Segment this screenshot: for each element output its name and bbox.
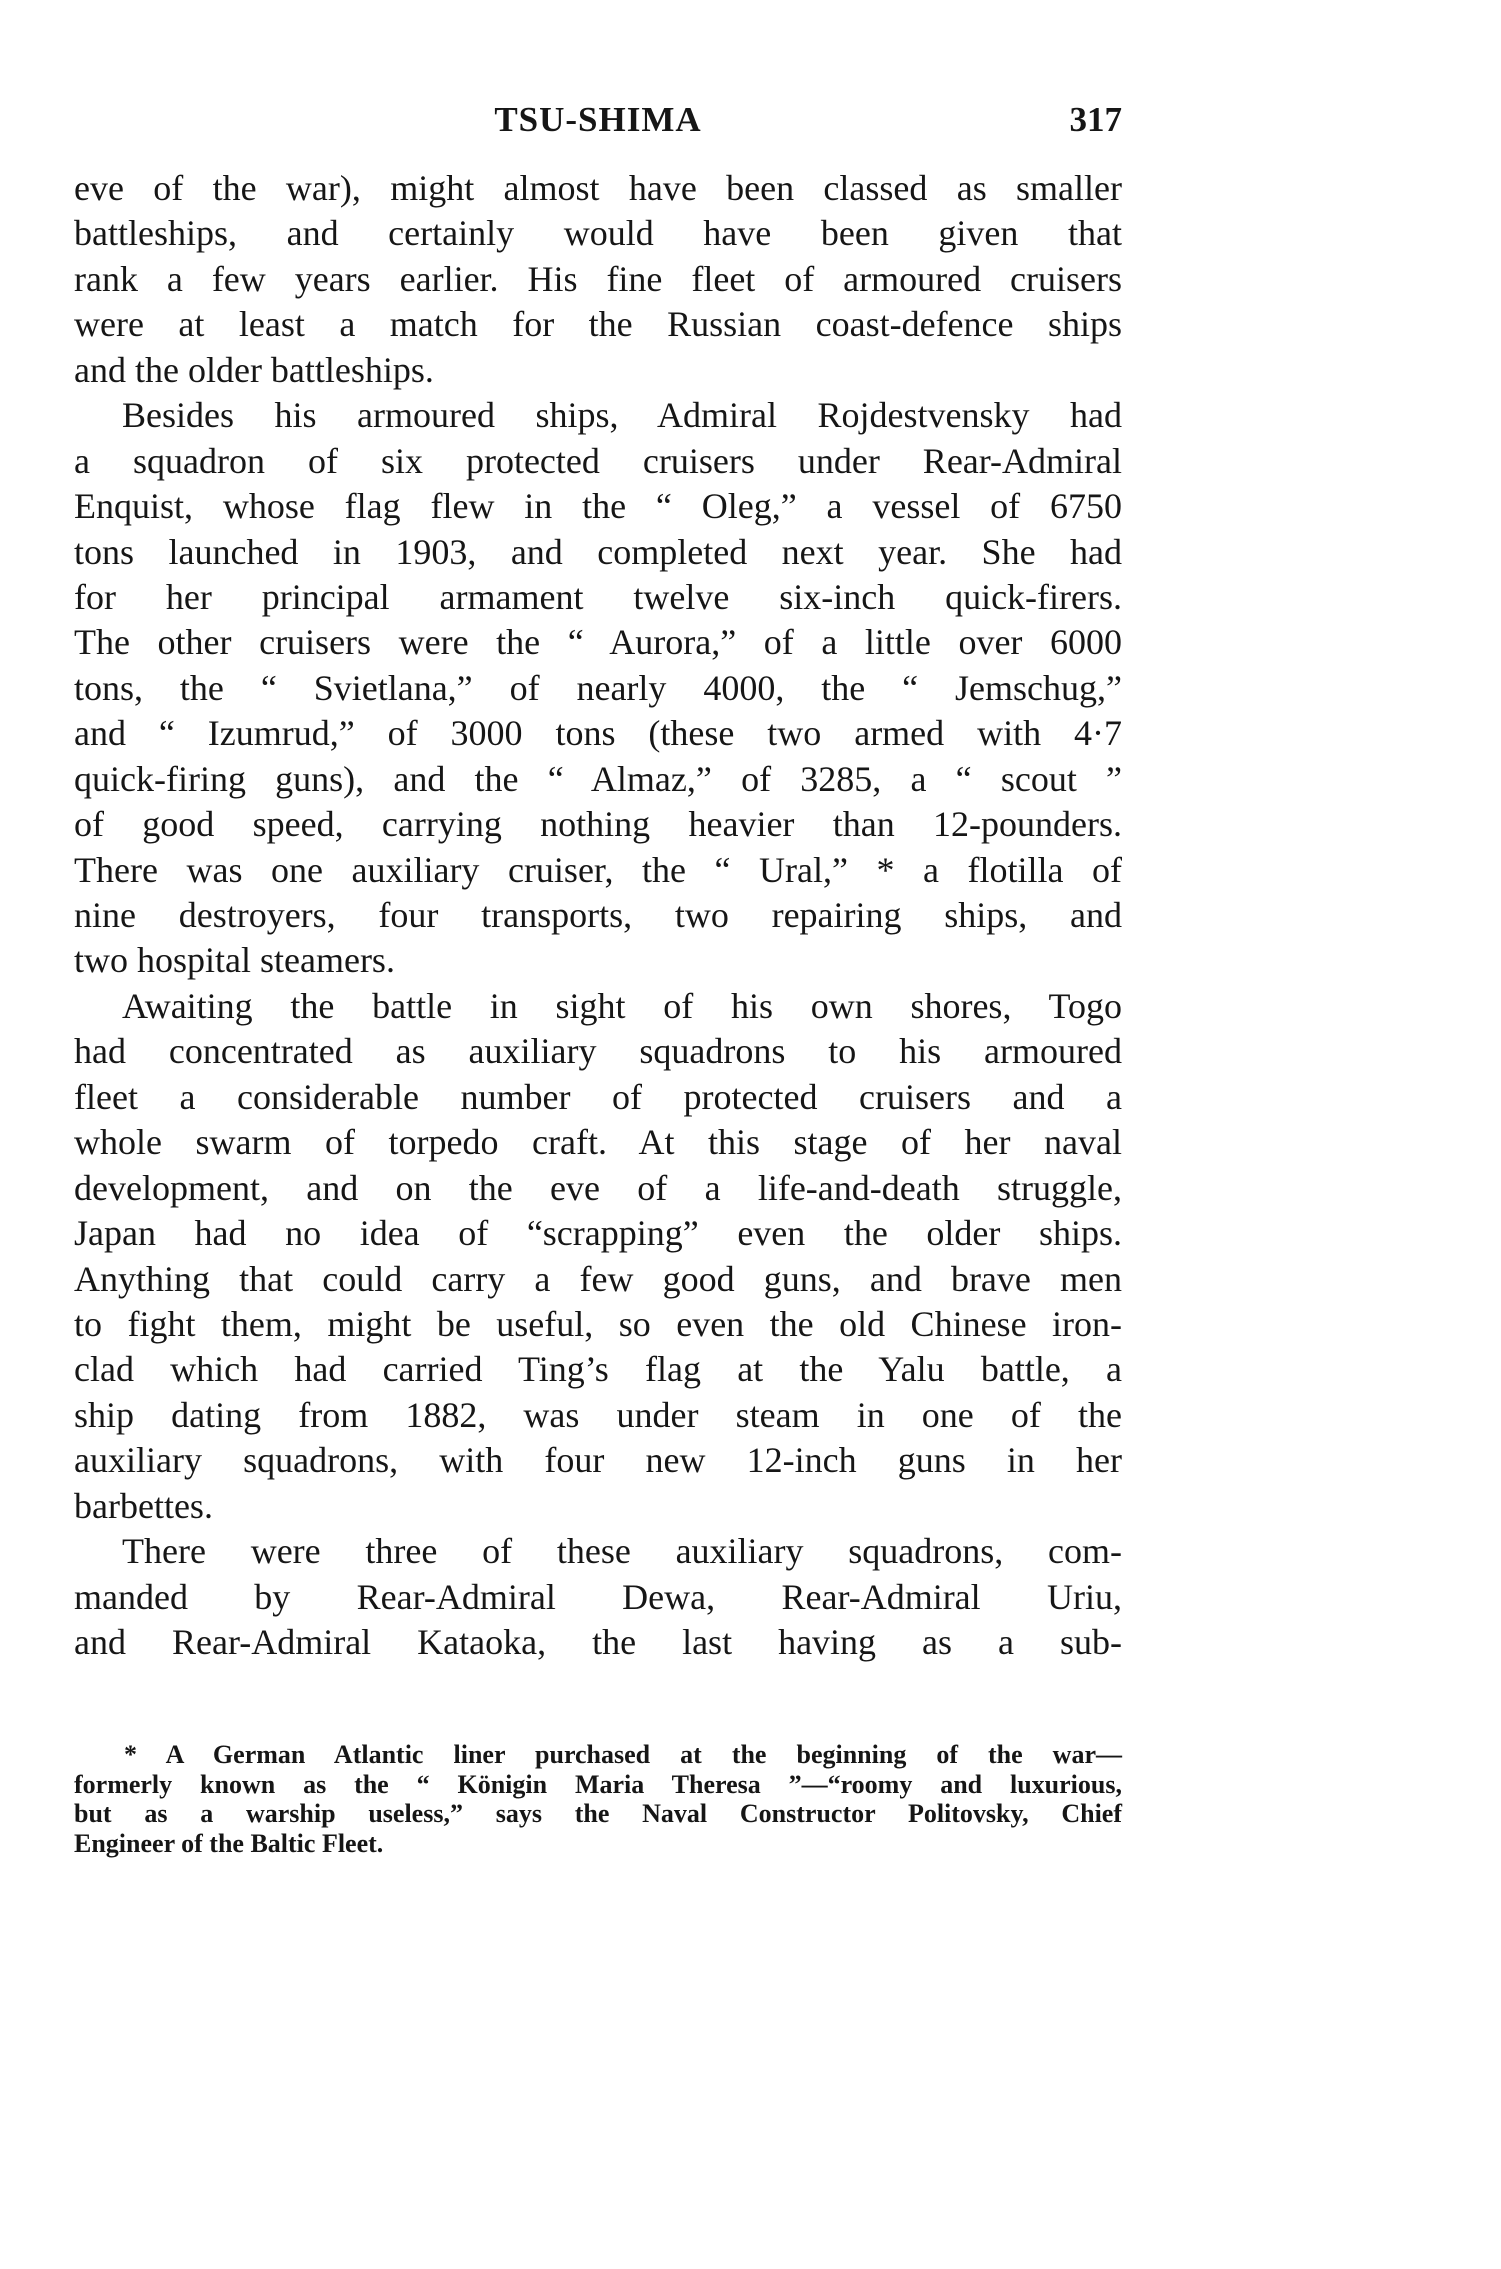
text-line: and “ Izumrud,” of 3000 tons (these two armed with 4·7 bbox=[74, 713, 1122, 754]
text-line: and Rear-Admiral Kataoka, the last having as a sub- bbox=[74, 1622, 1122, 1662]
page-header bbox=[74, 100, 1122, 148]
footnote bbox=[74, 1740, 1122, 1858]
text-line: of good speed, carrying nothing heavier than 12-pounders. bbox=[74, 804, 1122, 845]
footnote-line: formerly known as the “ Königin Maria Theresa ”—“roomy and luxurious, bbox=[74, 1769, 1122, 1799]
page-number: 317 bbox=[1069, 100, 1122, 139]
text-line: Japan had no idea of “scrapping” even the older ships. bbox=[74, 1213, 1122, 1254]
text-line: ship dating from 1882, was under steam in one of the bbox=[74, 1394, 1122, 1435]
body-text bbox=[74, 166, 1122, 1665]
text-line: and the older battleships. bbox=[74, 349, 434, 390]
text-line: manded by Rear-Admiral Dewa, Rear-Admiral Uriu, bbox=[74, 1576, 1122, 1617]
text-line: barbettes. bbox=[74, 1485, 213, 1526]
text-line: There was one auxiliary cruiser, the “ Ural,” * a flotilla of bbox=[74, 849, 1122, 890]
text-line: development, and on the eve of a life-and-death struggle, bbox=[74, 1167, 1122, 1208]
text-line: eve of the war), might almost have been classed as smaller bbox=[74, 168, 1122, 208]
text-line: The other cruisers were the “ Aurora,” of a little over 6000 bbox=[74, 622, 1122, 663]
text-line: two hospital steamers. bbox=[74, 940, 395, 981]
footnote-line: Engineer of the Baltic Fleet. bbox=[74, 1828, 384, 1858]
text-line: quick-firing guns), and the “ Almaz,” of 3285, a “ scout ” bbox=[74, 758, 1122, 799]
text-line: There were three of these auxiliary squadrons, com- bbox=[122, 1531, 1122, 1572]
text-line: auxiliary squadrons, with four new 12-inch guns in her bbox=[74, 1440, 1122, 1481]
text-line: for her principal armament twelve six-inch quick-firers. bbox=[74, 576, 1122, 617]
text-line: nine destroyers, four transports, two repairing ships, and bbox=[74, 895, 1122, 935]
footnote-line: * A German Atlantic liner purchased at the beginning of the war— bbox=[124, 1740, 1122, 1769]
text-line: tons, the “ Svietlana,” of nearly 4000, the “ Jemschug,” bbox=[74, 667, 1122, 708]
text-line: battleships, and certainly would have been given that bbox=[74, 213, 1122, 254]
text-line: to fight them, might be useful, so even the old Chinese iron- bbox=[74, 1303, 1122, 1344]
text-line: Anything that could carry a few good guns, and brave men bbox=[74, 1258, 1122, 1299]
text-line: rank a few years earlier. His fine fleet of armoured cruisers bbox=[74, 258, 1122, 299]
running-title: TSU-SHIMA bbox=[494, 100, 702, 139]
text-line: clad which had carried Ting’s flag at the Yalu battle, a bbox=[74, 1349, 1122, 1390]
text-line: tons launched in 1903, and completed next year. She had bbox=[74, 531, 1122, 572]
text-line: a squadron of six protected cruisers under Rear-Admiral bbox=[74, 440, 1122, 481]
text-line: fleet a considerable number of protected cruisers and a bbox=[74, 1076, 1122, 1117]
text-line: whole swarm of torpedo craft. At this stage of her naval bbox=[74, 1122, 1122, 1163]
footnote-line: but as a warship useless,” says the Naval Constructor Politovsky, Chief bbox=[74, 1799, 1122, 1828]
text-line: Awaiting the battle in sight of his own shores, Togo bbox=[122, 985, 1122, 1026]
text-line: had concentrated as auxiliary squadrons to his armoured bbox=[74, 1031, 1122, 1072]
text-line: Enquist, whose flag flew in the “ Oleg,” a vessel of 6750 bbox=[74, 486, 1122, 527]
text-line: Besides his armoured ships, Admiral Rojdestvensky had bbox=[122, 395, 1122, 436]
text-line: were at least a match for the Russian coast-defence ships bbox=[74, 304, 1122, 345]
